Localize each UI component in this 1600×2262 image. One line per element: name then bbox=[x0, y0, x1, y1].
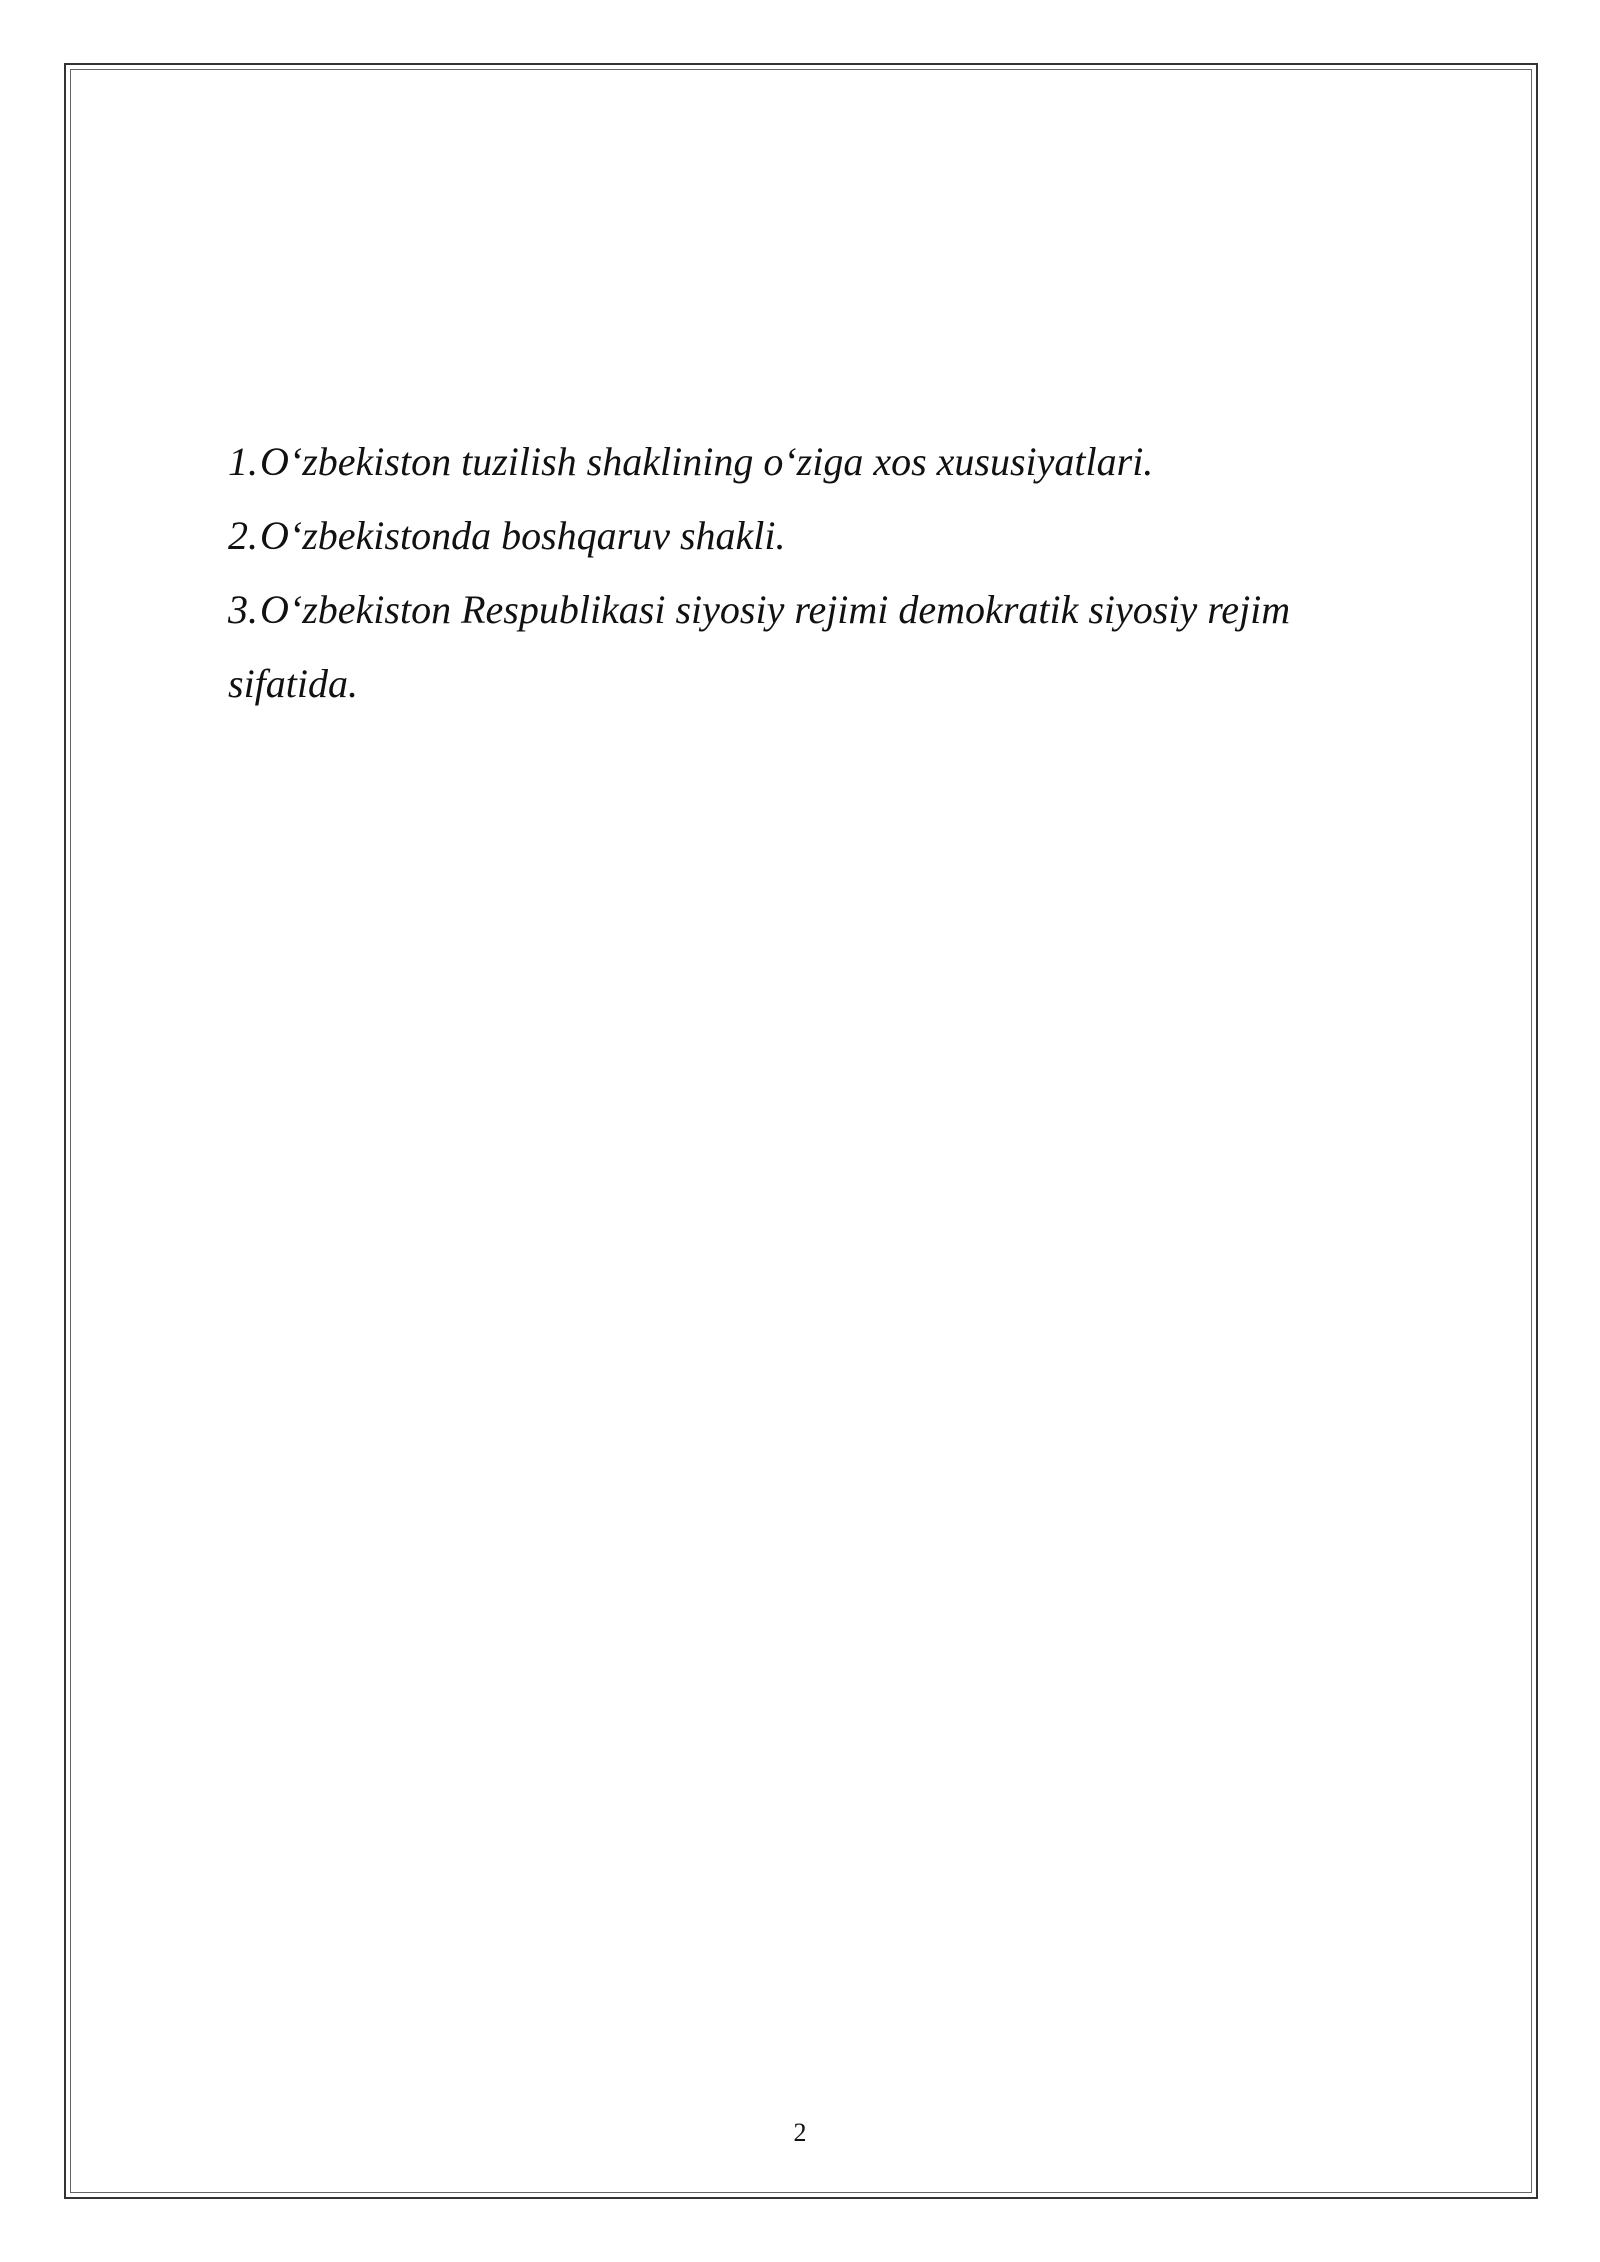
list-item-text: O‘zbekiston Respublikasi siyosiy rejimi demokratik siyosiy rejim sifatida. bbox=[228, 587, 1291, 706]
list-item-number: 3. bbox=[228, 587, 258, 632]
list-item-number: 1. bbox=[228, 439, 258, 484]
page-content bbox=[228, 425, 1398, 721]
page-border bbox=[64, 63, 1538, 2199]
list-item bbox=[228, 573, 1398, 721]
page-border-inner bbox=[70, 69, 1532, 2193]
list-item-text: O‘zbekiston tuzilish shaklining o‘ziga xos xususiyatlari. bbox=[260, 439, 1154, 484]
list-item bbox=[228, 499, 1398, 573]
list-item-number: 2. bbox=[228, 513, 258, 558]
list-item bbox=[228, 425, 1398, 499]
list-item-text: O‘zbekistonda boshqaruv shakli. bbox=[260, 513, 786, 558]
topic-list bbox=[228, 425, 1398, 721]
page-number: 2 bbox=[793, 2118, 807, 2147]
